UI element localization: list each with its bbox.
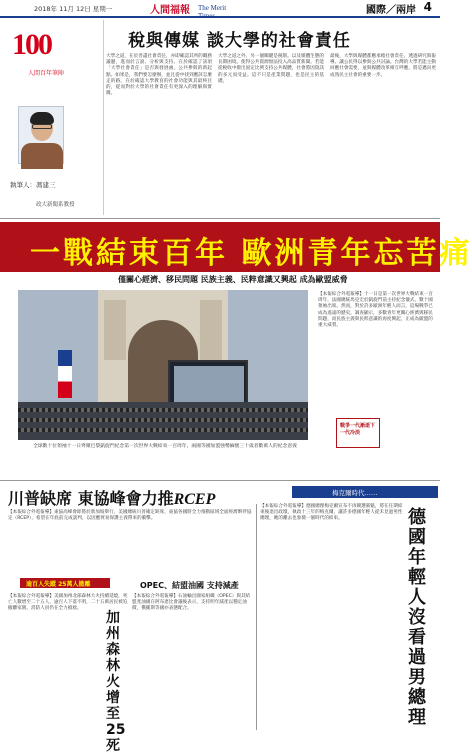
divider	[0, 218, 440, 219]
rcep-headline-en: RCEP	[173, 491, 216, 508]
main-banner	[0, 222, 472, 272]
ceremony-photo	[18, 290, 308, 440]
column-text-2: 大學之道之外，另一個關鍵是稅制。以及媒體生態的長期困境，使得公共資源無法投入高品質新聞。若能從稅收中撥出固定比例支持公共媒體，社會將因資訊的多元而受益。這不只是產業問題，也是民主的基礎。	[218, 54, 324, 84]
rcep-text: 【本報綜合外電報導】東協高峰會即將於新加坡舉行，美國總統川普確定缺席，東協各國將全力推動區域全面經濟夥伴協定（RCEP），希望在年底前完成談判，以因應貿易保護主義帶來的衝擊。	[8, 510, 252, 522]
ww1-pullquote: 戰爭一代漸逝下一代冷淡	[340, 423, 376, 436]
photo-caption: 全球數十位領袖十一日齊聚巴黎凱旋門紀念第一次世界大戰結束一百周年，兩國等國加盟強勢緬懷三十歲者數萬人的紀念意義	[33, 444, 297, 449]
fire-text: 【本報綜合外電報導】美國加州北部森林大火持續延燒，死亡人數增至二十五人，逾百人下落不明，二十五萬居民被迫撤離家園。消防人員仍在全力搶救。	[8, 594, 128, 612]
merkel-tag: 梅克爾時代……	[332, 489, 378, 497]
merkel-vertical-headline: 德國年輕人 沒看過男總理	[408, 507, 426, 728]
ww1-article-text: 【本報綜合外電報導】十一日是第一次世界大戰結束一百周年，法國總統馬克宏於凱旋門前主持紀念儀式，數十國領袖出席。然而，對於許多歐洲年輕人而言，這場戰爭已成為遙遠的歷史。調查顯示，多數青年更關心經濟與移民問題，而民族主義與民粹意識的再度興起，正成為歐盟的重大威脅。	[318, 292, 433, 329]
column-logo	[8, 24, 98, 84]
video-screen	[168, 360, 248, 408]
header-bar	[0, 0, 440, 18]
rcep-headline	[8, 486, 215, 509]
issue-date: 2018年 11月 12日 星期一	[34, 5, 113, 13]
logo-number: 100	[12, 28, 51, 61]
opec-text: 【本報綜合外電報導】石油輸出國家組織（OPEC）與其結盟產油國在阿布達比會議後表示，支持明年減產以穩定油價，俄羅斯等國亦表態配合。	[132, 594, 251, 612]
crowd	[18, 402, 308, 440]
banner-headline: 一戰結束百年 歐洲青年忘苦痛	[30, 236, 472, 271]
column-headline: 稅與傳媒 談大學的社會責任	[128, 31, 351, 51]
masthead-chinese: 人間福報	[150, 5, 190, 16]
merkel-text: 【本報綜合外電報導】德國總理梅克爾宣布不再競選黨魁，將在任期結束後退出政壇。執政十三年的梅克爾，讓許多德國年輕人從未見過男性總理，她的離去也象徵一個時代的結束。	[260, 504, 403, 522]
banner-subbar	[0, 272, 440, 288]
ww1-pullquote-box	[336, 418, 380, 448]
section-label: 國際／兩岸	[366, 5, 416, 16]
logo-caption: 人間百年筆陣	[28, 70, 65, 77]
masthead	[150, 1, 242, 20]
rcep-headline-cn: 川普缺席 東協峰會力推	[8, 489, 174, 508]
french-flag	[58, 350, 72, 398]
masthead-english: The Merit Times	[198, 4, 227, 20]
divider	[256, 504, 257, 730]
column-text-3: 最後，大學與媒體都應承擔社會責任，透過研究與報導，讓公民得以參與公共討論。台灣的大學若能主動回應社會需要，並與媒體改革相互呼應，將是邁向更成熟民主社會的重要一步。	[330, 54, 436, 78]
column-text-1: 大學之道，在於善盡社會責任，亦即確認其所的職務議題，進而於言說、分析與支持。在於確認了該項「大學社會責任」是否與發展處，公共參與的新起點。如果是，我們要怎麼辦，並且從中找到應該怎麼走的路。在於確認大學教育的社會功能與其最終目的，從而對於大學的社會責任有更深入的理解與實踐。	[106, 54, 212, 97]
fire-tag-bar	[20, 578, 110, 588]
fire-vertical-headline: 加州森林火 增至25死	[106, 610, 126, 754]
page-number: 4	[423, 0, 432, 14]
opec-headline: OPEC、結盟油國 支持減產	[140, 581, 239, 590]
author-name: 執筆人：馮建三	[10, 181, 56, 189]
merkel-tag-bar	[292, 486, 438, 498]
author-title: 政大新聞系教授	[36, 202, 75, 208]
divider	[0, 480, 440, 481]
author-portrait	[18, 106, 64, 164]
column-sidebar	[0, 20, 104, 215]
fire-tag: 逾百人失蹤 25萬人撤離	[26, 581, 91, 588]
banner-subhead: 僅關心經濟、移民問題 民族主義、民粹意識又興起 成為歐盟威脅	[118, 275, 348, 284]
